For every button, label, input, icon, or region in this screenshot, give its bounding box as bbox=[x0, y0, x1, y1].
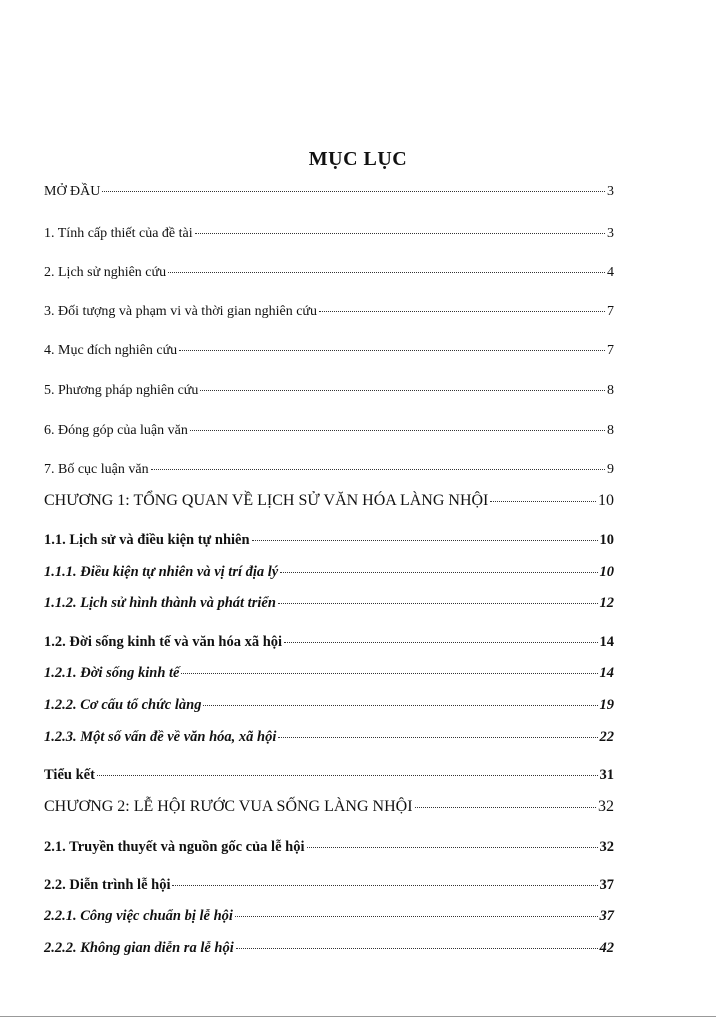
toc-entry-page: 32 bbox=[598, 798, 614, 815]
toc-entry-page: 7 bbox=[607, 343, 614, 358]
toc-entry-label: 2.2. Diễn trình lễ hội bbox=[44, 877, 171, 893]
dot-leader bbox=[490, 501, 596, 502]
toc-section-entry[interactable] bbox=[44, 877, 614, 894]
toc-subsection-entry[interactable] bbox=[44, 564, 614, 581]
toc-entry-label: 7. Bố cục luận văn bbox=[44, 462, 149, 477]
dot-leader bbox=[203, 705, 597, 706]
toc-entry-label: 1.1.1. Điều kiện tự nhiên và vị trí địa lý bbox=[44, 564, 279, 580]
toc-entry-label: 2.2.2. Không gian diễn ra lễ hội bbox=[44, 940, 234, 956]
toc-entry-page: 9 bbox=[607, 462, 614, 477]
dot-leader bbox=[278, 737, 597, 738]
toc-entry-label: 1.2. Đời sống kinh tế và văn hóa xã hội bbox=[44, 634, 283, 650]
toc-entry[interactable] bbox=[44, 184, 614, 200]
dot-leader bbox=[151, 469, 605, 470]
toc-entry-label: 2.1. Truyền thuyết và nguồn gốc của lễ hội bbox=[44, 839, 305, 855]
dot-leader bbox=[179, 350, 605, 351]
toc-entry[interactable] bbox=[44, 462, 614, 478]
toc-subsection-entry[interactable] bbox=[44, 940, 614, 957]
toc-section-entry[interactable] bbox=[44, 532, 614, 549]
toc-entry-label: 1.1. Lịch sử và điều kiện tự nhiên bbox=[44, 532, 250, 548]
dot-leader bbox=[280, 572, 597, 573]
toc-entry-page: 37 bbox=[599, 908, 614, 924]
toc-entry-page: 37 bbox=[599, 877, 614, 893]
toc-entry-label: 5. Phương pháp nghiên cứu bbox=[44, 383, 199, 398]
toc-entry-page: 10 bbox=[598, 492, 614, 509]
toc-section-entry[interactable] bbox=[44, 634, 614, 651]
dot-leader bbox=[284, 642, 597, 643]
toc-entry-page: 8 bbox=[607, 383, 614, 398]
toc-entry[interactable] bbox=[44, 423, 614, 439]
dot-leader bbox=[200, 390, 605, 391]
toc-subsection-entry[interactable] bbox=[44, 665, 614, 682]
toc-entry-label: 6. Đóng góp của luận văn bbox=[44, 423, 188, 438]
toc-entry-page: 14 bbox=[599, 634, 614, 650]
toc-chapter-entry[interactable] bbox=[44, 492, 614, 510]
toc-entry-label: MỞ ĐẦU bbox=[44, 184, 101, 199]
dot-leader bbox=[252, 540, 598, 541]
dot-leader bbox=[102, 191, 605, 192]
dot-leader bbox=[236, 948, 598, 949]
toc-entry-label: 1.2.3. Một số vấn đề về văn hóa, xã hội bbox=[44, 729, 277, 745]
toc-entry-label: 1.1.2. Lịch sử hình thành và phát triển bbox=[44, 595, 276, 611]
toc-entry-page: 19 bbox=[599, 697, 614, 713]
toc-subsection-entry[interactable] bbox=[44, 697, 614, 714]
toc-entry-page: 10 bbox=[599, 532, 614, 548]
toc-entry-page: 42 bbox=[599, 940, 614, 956]
toc-chapter-entry[interactable] bbox=[44, 798, 614, 816]
page-title: MỤC LỤC bbox=[308, 148, 408, 170]
toc-entry-label: 1.2.1. Đời sống kinh tế bbox=[44, 665, 180, 681]
toc-entry-page: 8 bbox=[607, 423, 614, 438]
toc-entry-page: 4 bbox=[607, 265, 614, 280]
dot-leader bbox=[278, 603, 598, 604]
toc-entry-page: 14 bbox=[599, 665, 614, 681]
toc-entry-page: 32 bbox=[599, 839, 614, 855]
toc-entry[interactable] bbox=[44, 265, 614, 281]
toc-entry[interactable] bbox=[44, 226, 614, 242]
toc-entry-label: 1.2.2. Cơ cấu tổ chức làng bbox=[44, 697, 202, 713]
dot-leader bbox=[168, 272, 605, 273]
dot-leader bbox=[319, 311, 605, 312]
dot-leader bbox=[181, 673, 597, 674]
toc-entry-page: 3 bbox=[607, 226, 614, 241]
dot-leader bbox=[235, 916, 598, 917]
toc-section-entry[interactable] bbox=[44, 839, 614, 856]
toc-entry-label: 4. Mục đích nghiên cứu bbox=[44, 343, 178, 358]
toc-entry-label: Tiểu kết bbox=[44, 767, 95, 783]
toc-entry-page: 31 bbox=[599, 767, 614, 783]
toc-subsection-entry[interactable] bbox=[44, 595, 614, 612]
page-bottom-divider bbox=[0, 1016, 716, 1017]
dot-leader bbox=[415, 807, 596, 808]
toc-entry[interactable] bbox=[44, 304, 614, 320]
dot-leader bbox=[190, 430, 605, 431]
toc-entry-label: 1. Tính cấp thiết của đề tài bbox=[44, 226, 193, 241]
toc-entry-label: 3. Đối tượng và phạm vi và thời gian nghiên cứu bbox=[44, 304, 317, 319]
toc-entry-label: 2.2.1. Công việc chuẩn bị lễ hội bbox=[44, 908, 233, 924]
toc-entry-page: 10 bbox=[599, 564, 614, 580]
toc-entry-label: CHƯƠNG 2: LỄ HỘI RƯỚC VUA SỐNG LÀNG NHỘI bbox=[44, 798, 413, 815]
dot-leader bbox=[97, 775, 598, 776]
toc-entry-label: 2. Lịch sử nghiên cứu bbox=[44, 265, 167, 280]
toc-section-entry[interactable] bbox=[44, 767, 614, 784]
toc-subsection-entry[interactable] bbox=[44, 729, 614, 746]
toc-entry-page: 12 bbox=[599, 595, 614, 611]
dot-leader bbox=[195, 233, 605, 234]
toc-entry-page: 3 bbox=[607, 184, 614, 199]
toc-entry-page: 7 bbox=[607, 304, 614, 319]
toc-entry-label: CHƯƠNG 1: TỔNG QUAN VỀ LỊCH SỬ VĂN HÓA LÀNG NHỘI bbox=[44, 492, 489, 509]
toc-entry[interactable] bbox=[44, 383, 614, 399]
toc-subsection-entry[interactable] bbox=[44, 908, 614, 925]
toc-entry[interactable] bbox=[44, 343, 614, 359]
dot-leader bbox=[172, 885, 597, 886]
dot-leader bbox=[307, 847, 598, 848]
toc-entry-page: 22 bbox=[599, 729, 614, 745]
